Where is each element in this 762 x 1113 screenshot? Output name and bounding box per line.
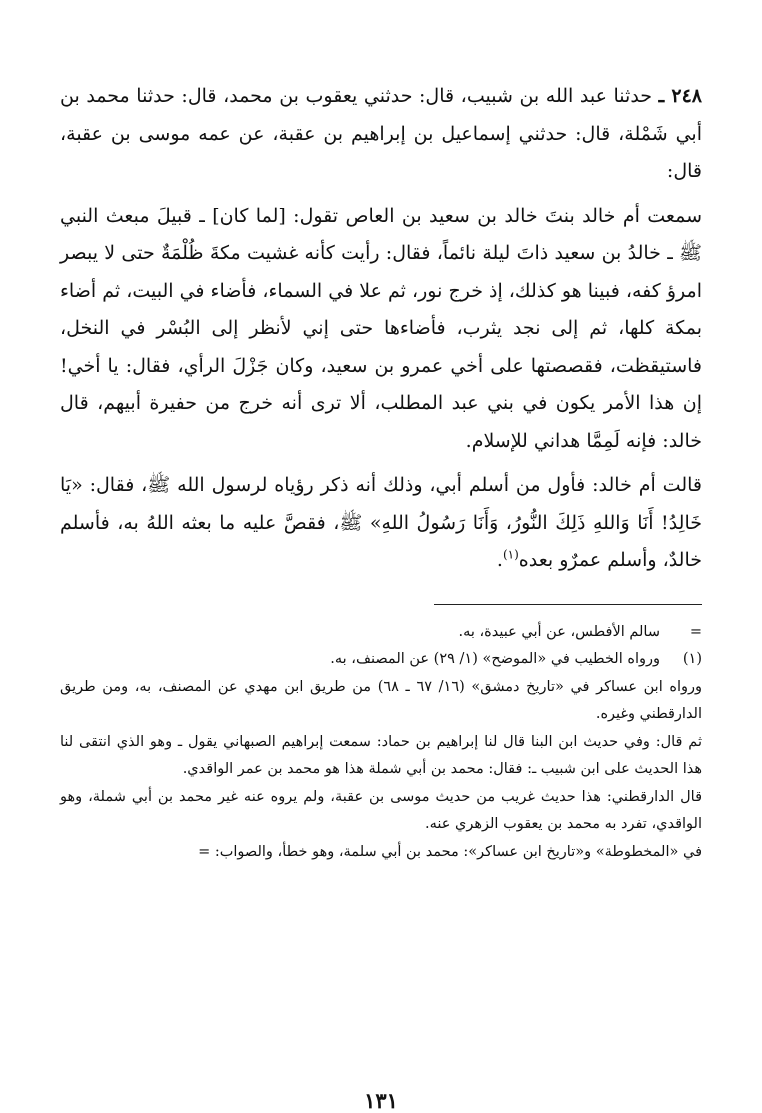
hadith-isnad: حدثنا عبد الله بن شبيب، قال: حدثني يعقوب بن محمد، قال: حدثنا محمد بن أبي شَمْلة، قال: حدثني إسماعيل بن إبراهيم بن عقبة، عن عمه موسى بن عقبة، قال: — [60, 85, 702, 182]
footnote-1 — [60, 646, 702, 674]
hadith-matn: سمعت أم خالد بنتَ خالد بن سعيد بن العاص تقول: [لما كان] ـ قبيلَ مبعث النبي ﷺ ـ خالدُ بن سعيد ذاتَ ليلة نائماً، فقال: رأيت كأنه غشيت مكةَ ظُلْمَةٌ حتى لا يبصر امرؤ كفه، فبينا هو كذلك، إذ خرج نور، ثم علا في السماء، فأضاء في البيت، ثم أضاء بمكة كلها، ثم إلى نجد يثرب، فأضاءها حتى إني لأنظر إلى البُسْر في النخل، فاستيقظت، فقصصتها على أخي عمرو بن سعيد، وكان جَزْلَ الرأي، فقال: يا أخي! إن هذا الأمر يكون في بني عبد المطلب، ألا ترى أنه خرج من حفيرة أبيهم، قال خالد: فإنه لَمِمَّا هداني للإسلام. — [60, 204, 702, 452]
footnote-reference[interactable]: (١) — [502, 547, 519, 562]
page-number: ١٣١ — [364, 1088, 398, 1113]
hadith-number: ٢٤٨ ـ — [658, 85, 703, 107]
footnotes — [60, 619, 702, 867]
hadith-continuation: قالت أم خالد: فأول من أسلم أبي، وذلك أنه ذكر رؤياه لرسول الله ﷺ، فقال: «يَا خَالِدُ! أَنَا وَاللهِ ذَلِكَ النُّورُ، وَأَنَا رَسُولُ اللهِ» ﷺ، فقصَّ عليه ما بعثه اللهُ به، فأسلم خالدٌ، وأسلم عمرٌو بعده — [60, 474, 702, 571]
footnote-1-marker: (١) — [682, 651, 702, 667]
footnote-1-paragraph: ورواه ابن عساكر في «تاريخ دمشق» (١٦/ ٦٧ ـ ٦٨) من طريق ابن مهدي عن المصنف، به، ومن طريق الدارقطني وغيره. — [60, 678, 702, 722]
footnote-1-paragraph: في «المخطوطة» و«تاريخ ابن عساكر»: محمد بن أبي سلمة، وهو خطأ، والصواب: = — [198, 843, 702, 860]
hadith-isnad-paragraph — [60, 78, 702, 191]
footnote-1-paragraph: قال الدارقطني: هذا حديث غريب من حديث موسى بن عقبة، ولم يروه عنه غير محمد بن أبي شملة، وهو الواقدي، تفرد به محمد بن يعقوب الزهري عنه. — [60, 788, 702, 832]
book-page — [60, 78, 703, 1113]
footnote-1-paragraph: ورواه الخطيب في «الموضح» (١/ ٢٩) عن المصنف، به. — [330, 651, 660, 667]
footnote-1-paragraph: ثم قال: وفي حديث ابن البنا قال لنا إبراهيم بن حماد: سمعت إبراهيم الصبهاني يقول ـ وهو الذي انتقى لنا هذا الحديث على ابن شبيب ـ: فقال: محمد بن أبي شملة هذا هو محمد بن عمر الواقدي. — [60, 733, 702, 777]
main-text — [60, 78, 702, 580]
hadith-continuation-paragraph — [60, 467, 702, 580]
footnote-carry-text: سالم الأفطس، عن أبي عبيدة، به. — [458, 623, 660, 640]
hadith-end-punctuation: . — [496, 549, 503, 571]
hadith-matn-paragraph — [60, 198, 702, 461]
footnote-carry-marker: = — [689, 623, 702, 640]
footnote-separator — [434, 604, 702, 605]
footnote-carryover — [60, 619, 702, 647]
